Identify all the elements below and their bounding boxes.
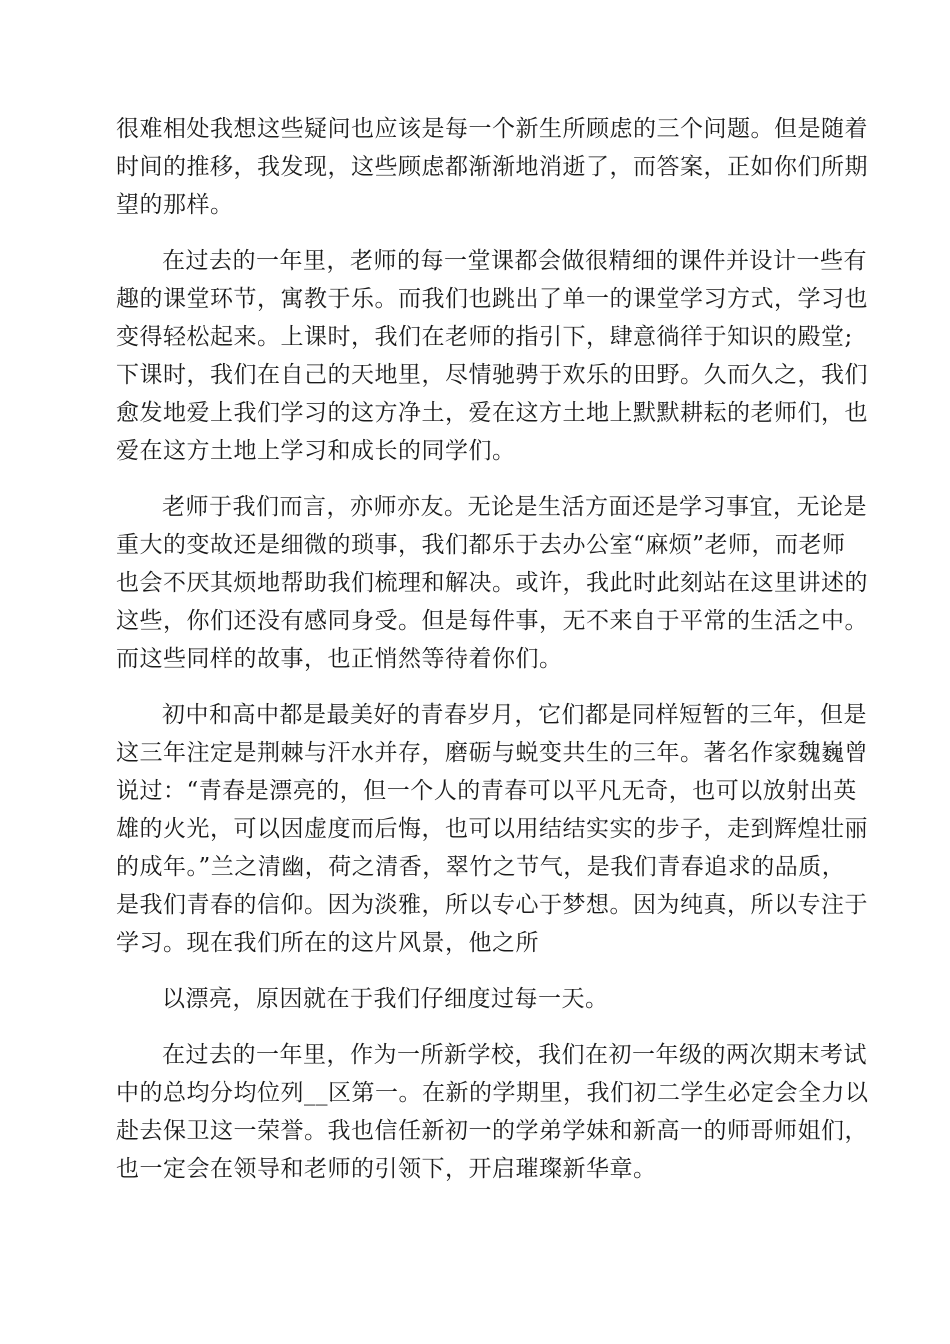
paragraph-6 [116,1036,869,1188]
paragraph-3 [116,488,868,678]
text-line: 在过去的一年里，老师的每一堂课都会做很精细的课件并设计一些有 [162,248,867,274]
text-line: 望的那样。 [116,192,234,218]
paragraph-4 [116,696,868,962]
text-line: 赴去保卫这一荣誉。我也信任新初一的学弟学妹和新高一的师哥师姐们， [116,1118,868,1144]
text-line: 趣的课堂环节，寓教于乐。而我们也跳出了单一的课堂学习方式，学习也 [116,286,868,312]
paragraph-5 [116,980,832,1018]
text-line: 下课时，我们在自己的天地里，尽情驰骋于欢乐的田野。久而久之，我们 [116,362,868,388]
text-line: 时间的推移，我发现，这些顾虑都渐渐地消逝了，而答案，正如你们所期 [116,154,868,180]
text-line: 的成年。”兰之清幽，荷之清香，翠竹之节气，是我们青春追求的品质， [116,854,846,880]
text-line: 老师于我们而言，亦师亦友。无论是生活方面还是学习事宜，无论是 [162,494,867,520]
paragraph-1 [116,110,868,224]
text-line: 愈发地爱上我们学习的这方净土，爱在这方土地上默默耕耘的老师们，也 [116,400,868,426]
text-line: 很难相处我想这些疑问也应该是每一个新生所顾虑的三个问题。但是随着 [116,116,868,142]
text-line: 爱在这方土地上学习和成长的同学们。 [116,438,516,464]
text-line: 也一定会在领导和老师的引领下，开启璀璨新华章。 [116,1156,657,1182]
text-line: 而这些同样的故事，也正悄然等待着你们。 [116,646,563,672]
text-line: 在过去的一年里，作为一所新学校，我们在初一年级的两次期末考试 [162,1042,867,1068]
text-line: 变得轻松起来。上课时，我们在老师的指引下，肆意徜徉于知识的殿堂; [116,324,853,350]
text-line: 是我们青春的信仰。因为淡雅，所以专心于梦想。因为纯真，所以专注于 [116,892,868,918]
text-line: 学习。现在我们所在的这片风景，他之所 [116,930,539,956]
paragraph-2 [116,242,868,470]
text-line: 重大的变故还是细微的琐事，我们都乐于去办公室“麻烦”老师，而老师 [116,532,846,558]
document-page [116,110,869,1206]
text-line: 中的总均分均位列__区第一。在新的学期里，我们初二学生必定会全力以 [116,1080,869,1106]
text-line: 这三年注定是荆棘与汗水并存，磨砺与蜕变共生的三年。著名作家魏巍曾 [116,740,868,766]
text-line: 说过：“青春是漂亮的，但一个人的青春可以平凡无奇，也可以放射出英 [116,778,857,804]
text-line: 也会不厌其烦地帮助我们梳理和解决。或许，我此时此刻站在这里讲述的 [116,570,868,596]
text-line: 初中和高中都是最美好的青春岁月，它们都是同样短暂的三年，但是 [162,702,867,728]
text-line: 这些，你们还没有感同身受。但是每件事，无不来自于平常的生活之中。 [116,608,868,634]
text-line: 以漂亮，原因就在于我们仔细度过每一天。 [162,986,609,1012]
text-line: 雄的火光，可以因虚度而后悔，也可以用结结实实的步子，走到辉煌壮丽 [116,816,868,842]
